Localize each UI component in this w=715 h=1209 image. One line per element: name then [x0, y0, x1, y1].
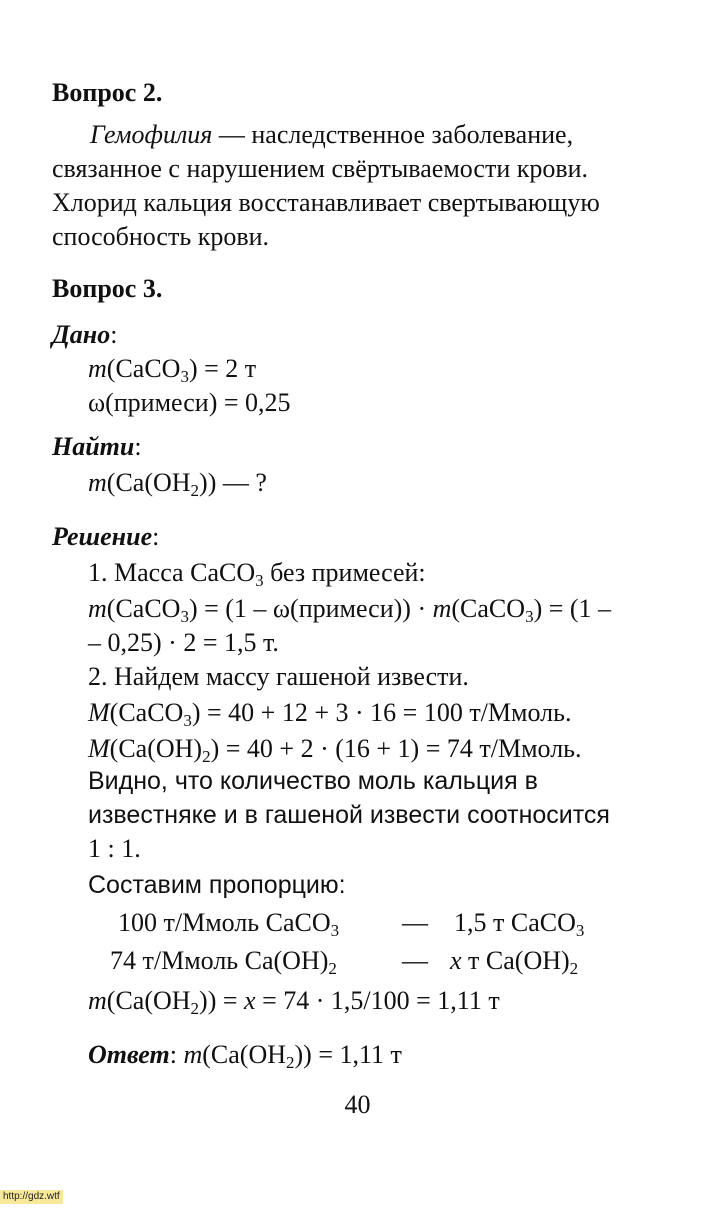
solution-step-2: 2. Найдем массу гашеной извести.	[88, 662, 469, 691]
solution-formula-1-cont: – 0,25) · 2 = 1,5 т.	[88, 628, 279, 657]
watermark-link[interactable]: http://gdz.wtf	[0, 1190, 63, 1204]
proportion-intro: Составим пропорцию:	[88, 871, 346, 899]
ratio-value: 1 : 1.	[88, 834, 141, 863]
page-number: 40	[344, 1090, 371, 1119]
question-3-heading: Вопрос 3.	[52, 274, 163, 303]
find-label: Найти:	[52, 432, 142, 461]
solution-label: Решение:	[52, 522, 160, 551]
question-2-heading: Вопрос 2.	[52, 78, 163, 107]
molar-mass-caco3: M(CaCO$_3$) = 40 + 12 + 3 · 16 = 100 т/Ммоль.	[88, 698, 572, 730]
given-impurity: ω(примеси) = 0,25	[88, 388, 291, 417]
answer-line: Ответ: $m(Ca(OH_2)) = 1,11$ т	[88, 1040, 402, 1072]
ratio-text-2: известняке и в гашеной извести соотносится	[88, 801, 610, 829]
given-mass-caco3: m(CaCO$_3$) = 2 т	[88, 354, 257, 386]
proportion-row-2: 74 т/Ммоль $Ca(OH)_2$ — x т $Ca(OH)_2$	[110, 946, 579, 978]
solution-step-1: 1. Масса CaCO$_3$ без примесей:	[88, 558, 426, 590]
proportion-row-1: 100 т/Ммоль CaCO$_3$ — 1,5 т CaCO$_3$	[118, 908, 585, 940]
find-mass-caoh2: $m(Ca(OH_2))$ — ?	[88, 468, 267, 500]
term-hemophilia: Гемофилия	[90, 120, 213, 149]
given-label: Дано:	[52, 320, 118, 349]
ratio-text-1: Видно, что количество моль кальция в	[88, 767, 538, 795]
q2-line-2: связанное с нарушением свёртываемости крови.	[52, 154, 589, 183]
result-formula: $m(Ca(OH_2)) = x = 74 \cdot 1,5/100 = 1,11$ т	[88, 986, 500, 1018]
q2-line-3: Хлорид кальция восстанавливает свертывающую	[52, 188, 600, 217]
solution-formula-1: m(CaCO$_3$) = (1 – ω(примеси)) · m(CaCO$_3$) = (1 –	[88, 594, 612, 626]
question-2-answer: Гемофилия — наследственное заболевание, связанное с нарушением свёртываемости крови. Хлорид кальция восстанавливает свертывающую способность крови.	[52, 118, 664, 254]
molar-mass-caoh2: $M(Ca(OH)_2) = 40 + 2 \cdot (16 + 1) = 74$ т/Ммоль.	[88, 734, 582, 766]
q2-line-4: способность крови.	[52, 222, 270, 251]
